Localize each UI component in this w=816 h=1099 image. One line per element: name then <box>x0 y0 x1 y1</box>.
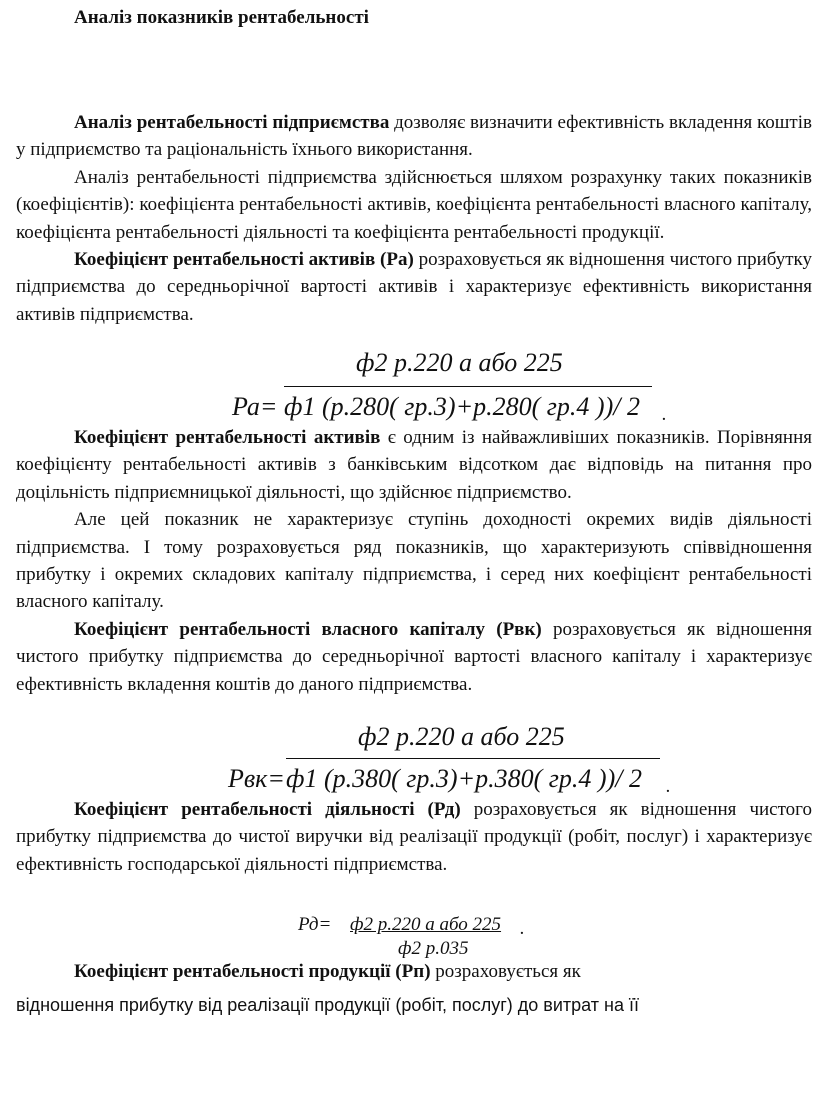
paragraph-indicators: Аналіз рентабельності підприємства здійснюється шляхом розрахунку таких показників (коефіцієнтів): коефіцієнта рентабельності активів, коефіцієнта рентабельності власного капіталу, коефіцієнта рентабельності діяльності та коефіцієнта рентабельності продукції. <box>16 166 812 243</box>
formula-rvk-fraction-bar <box>286 758 660 759</box>
formula-ra-end: . <box>662 404 667 425</box>
term-product-ratio: Коефіцієнт рентабельності продукції (Рп) <box>74 961 431 982</box>
paragraph-assets-ratio: Коефіцієнт рентабельності активів (Ра) розраховується як відношення чистого прибутку підприємства до середньорічної вартості активів і характеризує ефективність використання активів підприємства. <box>16 249 812 325</box>
text-block-5 <box>16 992 812 1019</box>
formula-rvk-lhs: Рвк= <box>228 764 285 793</box>
text-block-2 <box>16 424 812 698</box>
term-assets-ratio-2: Коефіцієнт рентабельності активів <box>74 427 381 448</box>
formula-rd-denominator: ф2 р.035 <box>398 938 469 959</box>
term-activity-ratio: Коефіцієнт рентабельності діяльності (Рд) <box>74 799 461 820</box>
formula-rvk-end: . <box>666 776 671 797</box>
text-block-1 <box>16 109 812 328</box>
term-enterprise-profitability: Аналіз рентабельності підприємства <box>74 112 390 133</box>
paragraph-activity-ratio: Коефіцієнт рентабельності діяльності (Рд) розраховується як відношення чистого прибутку підприємства до чистої виручки від реалізації продукції (робіт, послуг) і характеризує ефективність господарської діяльності підприємства. <box>16 799 812 875</box>
paragraph-equity-ratio: Коефіцієнт рентабельності власного капіталу (Рвк) розраховується як відношення чистого прибутку підприємства до середньорічної вартості власного капіталу і характеризує ефективність вкладення коштів до даного підприємства. <box>16 618 813 695</box>
formula-rvk-denominator: ф1 (р.380( гр.3)+р.380( гр.4 ))/ 2 <box>286 764 642 793</box>
formula-ra-lhs: Ра= <box>232 392 278 421</box>
paragraph-intro: Аналіз рентабельності підприємства дозволяє визначити ефективність вкладення коштів у підприємство та раціональність їхнього використання. <box>16 112 812 161</box>
text-block-4 <box>16 958 812 985</box>
paragraph-assets-importance: Коефіцієнт рентабельності активів є одним із найважливіших показників. Порівняння коефіцієнту рентабельності активів з банківським відсотком дає відповідь на питання про доцільність підприємницької діяльності, що здійснює підприємство. <box>16 427 812 503</box>
text-block-3 <box>16 796 812 878</box>
paragraph-product-ratio-cont: відношення прибутку від реалізації продукції (робіт, послуг) до витрат на її <box>16 995 639 1015</box>
section-title: Аналіз показників рентабельності <box>74 7 369 28</box>
formula-ra-fraction-bar <box>284 386 652 387</box>
formula-ra-denominator: ф1 (р.280( гр.3)+р.280( гр.4 ))/ 2 <box>284 392 640 421</box>
paragraph-product-ratio: Коефіцієнт рентабельності продукції (Рп) розраховується як <box>74 961 581 982</box>
formula-rd-end: . <box>520 918 525 939</box>
term-equity-ratio: Коефіцієнт рентабельності власного капіталу (Рвк) <box>74 618 542 640</box>
formula-rd-numerator: ф2 р.220 а або 225 <box>350 914 502 935</box>
paragraph-limitation: Але цей показник не характеризує ступінь доходності окремих видів діяльності підприємства. І тому розраховується ряд показників, що характеризують співвідношення прибутку і окремих складових капіталу підприємства, і серед них коефіцієнт рентабельності власного капіталу. <box>16 509 812 613</box>
formula-ra-numerator: ф2 р.220 а або 225 <box>356 348 563 377</box>
formula-rvk-numerator: ф2 р.220 а або 225 <box>358 722 565 751</box>
formula-rd-lhs: Рд= <box>298 914 332 935</box>
term-assets-ratio: Коефіцієнт рентабельності активів (Ра) <box>74 249 414 271</box>
